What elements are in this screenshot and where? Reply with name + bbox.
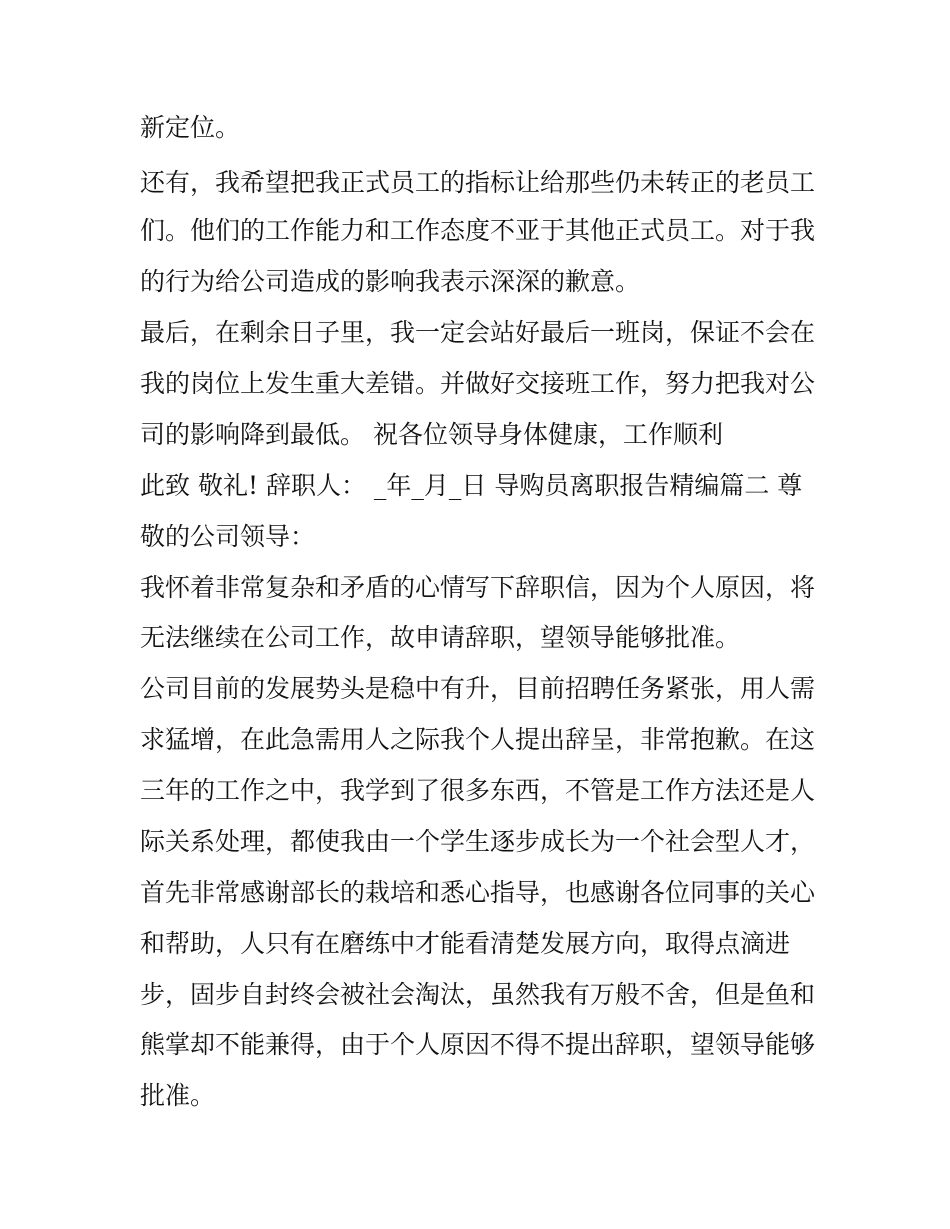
text-line: 和帮助，人只有在磨练中才能看清楚发展方向，取得点滴进 — [140, 929, 791, 958]
text-line: 们。他们的工作能力和工作态度不亚于其他正式员工。对于我 — [140, 216, 816, 245]
text-line: 还有，我希望把我正式员工的指标让给那些仍未转正的老员工 — [140, 168, 816, 197]
text-line: 无法继续在公司工作，故申请辞职，望领导能够批准。 — [140, 623, 741, 652]
text-line: 际关系处理，都使我由一个学生逐步成长为一个社会型人才， — [140, 827, 816, 856]
text-line: 我怀着非常复杂和矛盾的心情写下辞职信，因为个人原因，将 — [140, 573, 816, 602]
text-line: 此致 敬礼! 辞职人： _年_月_日 导购员离职报告精编篇二 尊 — [140, 471, 803, 500]
text-line: 最后，在剩余日子里，我一定会站好最后一班岗，保证不会在 — [140, 318, 816, 347]
text-line: 批准。 — [140, 1081, 216, 1110]
text-line: 求猛增，在此急需用人之际我个人提出辞呈，非常抱歉。在这 — [140, 725, 816, 754]
text-line: 首先非常感谢部长的栽培和悉心指导，也感谢各位同事的关心 — [140, 878, 816, 907]
text-line: 公司目前的发展势头是稳中有升，目前招聘任务紧张，用人需 — [140, 674, 816, 703]
text-line: 敬的公司领导： — [140, 522, 316, 551]
text-line: 新定位。 — [140, 113, 241, 142]
text-line: 我的岗位上发生重大差错。并做好交接班工作，努力把我对公 — [140, 369, 816, 398]
text-line: 的行为给公司造成的影响我表示深深的歉意。 — [140, 267, 641, 296]
text-line: 熊掌却不能兼得，由于个人原因不得不提出辞职，望领导能够 — [140, 1030, 816, 1059]
text-line: 司的影响降到最低。 祝各位领导身体健康，工作顺利 — [140, 420, 723, 449]
text-line: 步，固步自封终会被社会淘汰，虽然我有万般不舍，但是鱼和 — [140, 980, 816, 1009]
text-line: 三年的工作之中，我学到了很多东西，不管是工作方法还是人 — [140, 776, 816, 805]
